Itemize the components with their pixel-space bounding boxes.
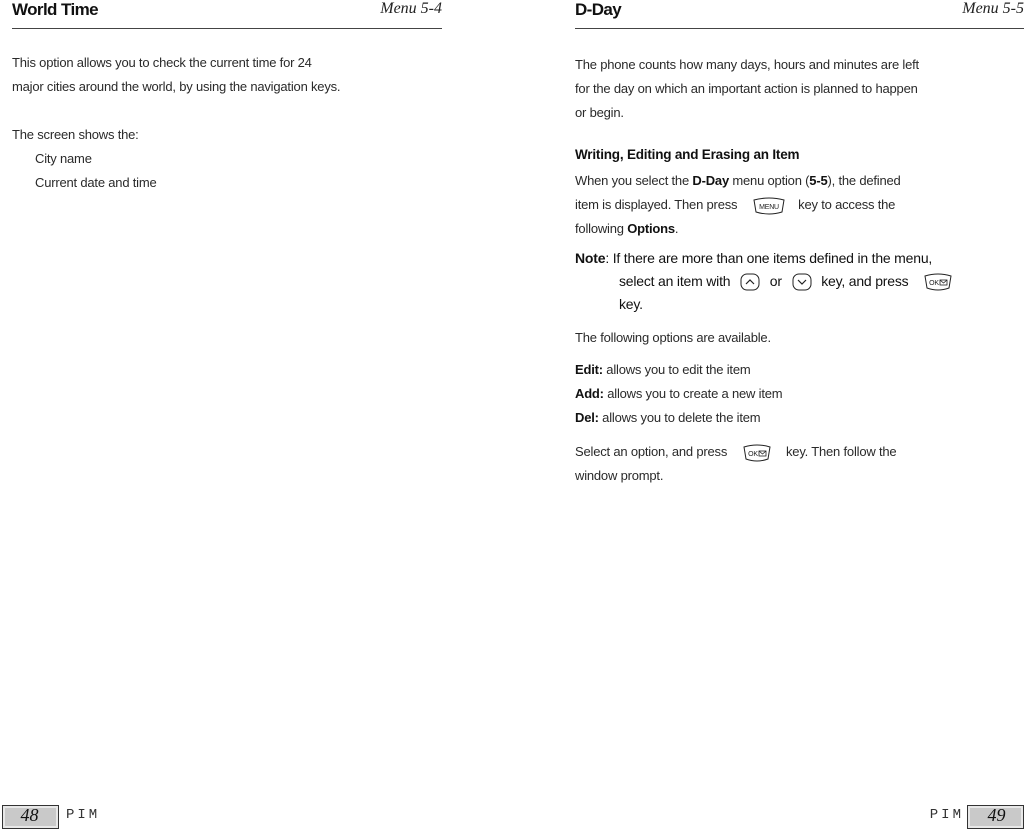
- paragraph-line: window prompt.: [575, 468, 664, 483]
- text-run: select an item with: [619, 273, 731, 289]
- note-line: [575, 247, 1024, 270]
- list-item: City name: [35, 151, 92, 166]
- text-run: Select an option, and press: [575, 444, 728, 459]
- paragraph-line: [575, 193, 1024, 217]
- list-item: Current date and time: [35, 175, 157, 190]
- menu-key-icon: [751, 197, 787, 215]
- down-key-icon: [792, 273, 812, 291]
- page-title: World Time: [12, 0, 98, 19]
- note-line: key.: [619, 296, 643, 312]
- section-subheading: Writing, Editing and Erasing an Item: [575, 147, 800, 162]
- note-block: [575, 247, 1024, 316]
- menu-key-label: MENU: [758, 203, 779, 211]
- text-run: When you select the: [575, 173, 693, 188]
- menu-reference: Menu 5-5: [962, 0, 1024, 17]
- left-page: [12, 0, 442, 195]
- page-title: D-Day: [575, 0, 622, 19]
- option-item: [575, 406, 1024, 430]
- right-footer: [886, 805, 1026, 829]
- up-key-icon: [740, 273, 760, 291]
- option-item: [575, 382, 1024, 406]
- text-run: .: [674, 221, 679, 236]
- left-body: [12, 51, 442, 195]
- option-item: [575, 358, 1024, 382]
- text-run: menu option (: [728, 173, 810, 188]
- option-label: Edit:: [575, 362, 603, 377]
- paragraph-line: [575, 440, 1024, 464]
- page-number: 48: [20, 805, 39, 825]
- note-label: Note: [575, 250, 606, 266]
- screen-intro: The screen shows the:: [12, 127, 139, 142]
- section-label: PIM: [66, 807, 101, 823]
- text-run: key to access the: [798, 197, 896, 212]
- intro-line: The phone counts how many days, hours and minutes are left: [575, 57, 919, 72]
- left-header: [12, 0, 442, 29]
- intro-line: This option allows you to check the current time for 24: [12, 55, 312, 70]
- ok-key-icon: [922, 272, 954, 292]
- option-label: Del:: [575, 410, 599, 425]
- text-run: ), the defined: [827, 173, 901, 188]
- text-run: key, and press: [821, 273, 909, 289]
- paragraph-line: [575, 169, 1024, 193]
- text-run: following: [575, 221, 628, 236]
- text-run: or: [769, 273, 782, 289]
- text-run: D-Day: [692, 173, 729, 188]
- right-page: [575, 0, 1024, 488]
- ok-key-label: OK: [747, 450, 758, 458]
- text-run: item is displayed. Then press: [575, 197, 738, 212]
- right-header: [575, 0, 1024, 29]
- page-number: 49: [987, 805, 1006, 825]
- note-line: [575, 270, 1024, 293]
- section-label: PIM: [929, 807, 964, 823]
- menu-reference: Menu 5-4: [380, 0, 442, 17]
- intro-line: for the day on which an important action is planned to happen: [575, 81, 918, 96]
- text-run: key. Then follow the: [786, 444, 897, 459]
- text-run: Options: [627, 221, 675, 236]
- option-desc: allows you to edit the item: [602, 362, 751, 377]
- intro-line: major cities around the world, by using the navigation keys.: [12, 79, 341, 94]
- right-body: [575, 53, 1024, 488]
- ok-key-icon: [741, 443, 773, 463]
- paragraph-line: [575, 217, 1024, 241]
- option-desc: allows you to delete the item: [598, 410, 761, 425]
- text-run: 5-5: [809, 173, 828, 188]
- option-desc: allows you to create a new item: [603, 386, 783, 401]
- left-footer: [0, 805, 140, 829]
- text-run: If there are more than one items defined in the menu,: [612, 250, 933, 266]
- options-intro: The following options are available.: [575, 330, 771, 345]
- option-label: Add:: [575, 386, 604, 401]
- ok-key-label: OK: [929, 280, 940, 288]
- text-run: :: [605, 250, 610, 266]
- intro-line: or begin.: [575, 105, 624, 120]
